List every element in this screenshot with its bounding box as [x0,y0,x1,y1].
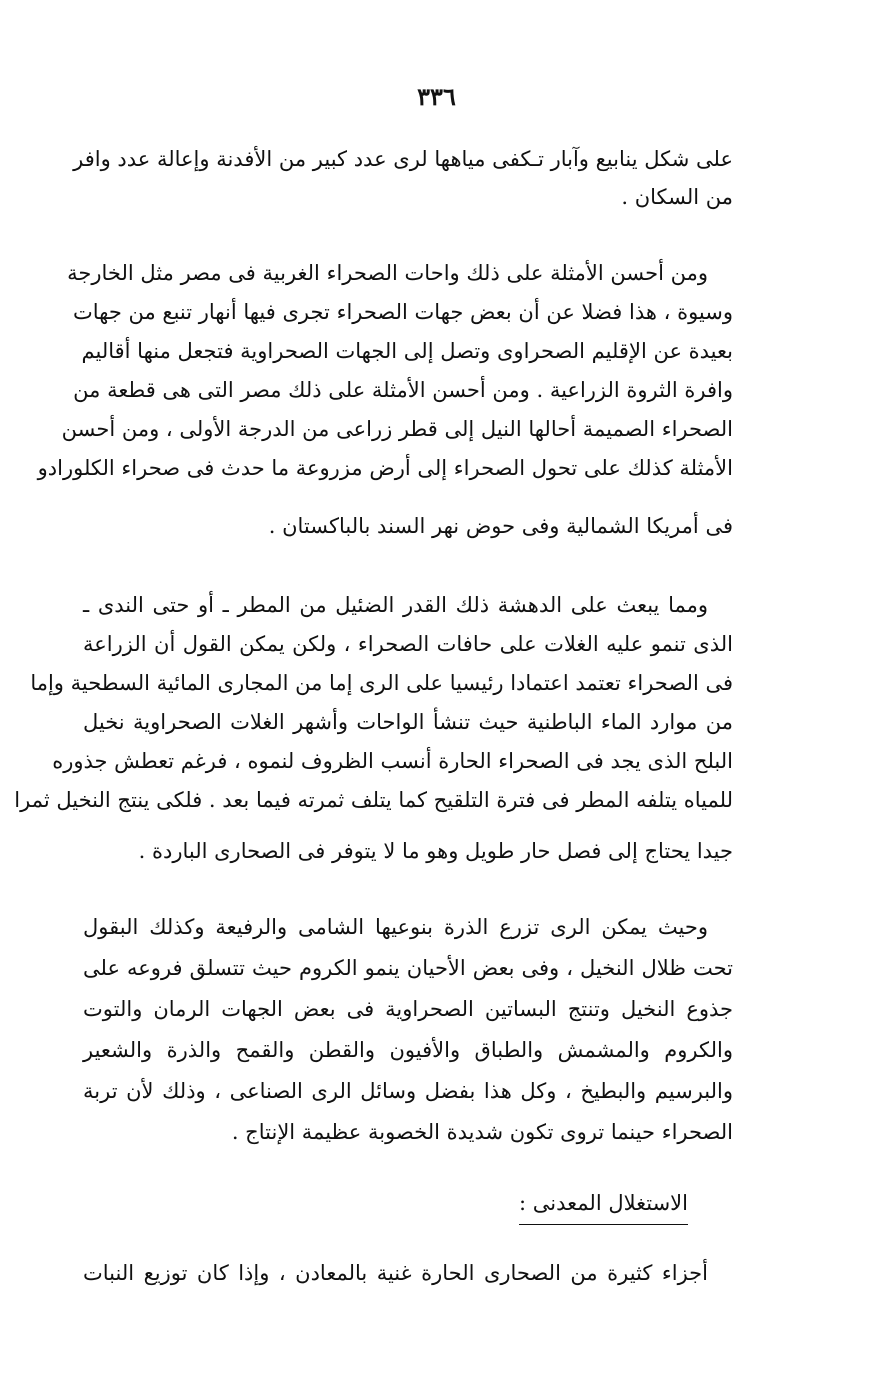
text-line: للمياه يتلفه المطر فى فترة التلقيح كما يتلف ثمرته فيما بعد . فلكى ينتج النخيل ثمرا [14,788,733,812]
text-line: جذوع النخيل وتنتج البساتين الصحراوية فى بعض الجهات الرمان والتوت [83,997,733,1021]
text-line: الأمثلة كذلك على تحول الصحراء إلى أرض مزروعة ما حدث فى صحراء الكلورادو [37,456,733,480]
text-line: الصحراء الصميمة أحالها النيل إلى قطر زراعى من الدرجة الأولى ، ومن أحسن [61,417,733,441]
text-line: ومما يبعث على الدهشة ذلك القدر الضئيل من المطر ـ أو حتى الندى ـ [83,593,708,617]
text-line: من السكان . [621,185,733,209]
text-line: بعيدة عن الإقليم الصحراوى وتصل إلى الجهات الصحراوية فتجعل منها أقاليم [81,339,733,363]
text-line: ومن أحسن الأمثلة على ذلك واحات الصحراء الغربية فى مصر مثل الخارجة [67,261,708,285]
text-line: فى الصحراء تعتمد اعتمادا رئيسيا على الرى إما من المجارى المائية السطحية وإما [30,671,733,695]
text-line: والكروم والمشمش والطباق والأفيون والقطن والقمح والذرة والشعير [83,1038,733,1062]
text-line: البلح الذى يجد فى الصحراء الحارة أنسب الظروف لنموه ، فرغم تعطش جذوره [52,749,733,773]
text-line: فى أمريكا الشمالية وفى حوض نهر السند بالباكستان . [268,514,733,538]
text-line: الصحراء حينما تروى تكون شديدة الخصوبة عظيمة الإنتاج . [231,1120,733,1144]
text-line: وحيث يمكن الرى تزرع الذرة بنوعيها الشامى والرفيعة وكذلك البقول [83,915,708,939]
text-line: جيدا يحتاج إلى فصل حار طويل وهو ما لا يتوفر فى الصحارى الباردة . [138,839,733,863]
text-line: وسيوة ، هذا فضلا عن أن بعض جهات الصحراء تجرى فيها أنهار تنبع من جهات [72,300,733,324]
text-line: على شكل ينابيع وآبار تـكفى مياهها لرى عدد كبير من الأفدنة وإعالة عدد وافر [73,147,733,171]
text-line: الذى تنمو عليه الغلات على حافات الصحراء ، ولكن يمكن القول أن الزراعة [83,632,733,656]
page-number: ٣٣٦ [417,82,456,111]
section-heading: الاستغلال المعدنى : [519,1188,688,1225]
text-line: أجزاء كثيرة من الصحارى الحارة غنية بالمعادن ، وإذا كان توزيع النبات [83,1261,708,1285]
text-line: تحت ظلال النخيل ، وفى بعض الأحيان ينمو الكروم حيث تتسلق فروعه على [83,956,733,980]
text-line: من موارد الماء الباطنية حيث تنشأ الواحات وأشهر الغلات الصحراوية نخيل [83,710,733,734]
text-line: وافرة الثروة الزراعية . ومن أحسن الأمثلة على ذلك مصر التى هى قطعة من [73,378,733,402]
text-line: والبرسيم والبطيخ ، وكل هذا بفضل وسائل الرى الصناعى ، وذلك لأن تربة [83,1079,733,1103]
